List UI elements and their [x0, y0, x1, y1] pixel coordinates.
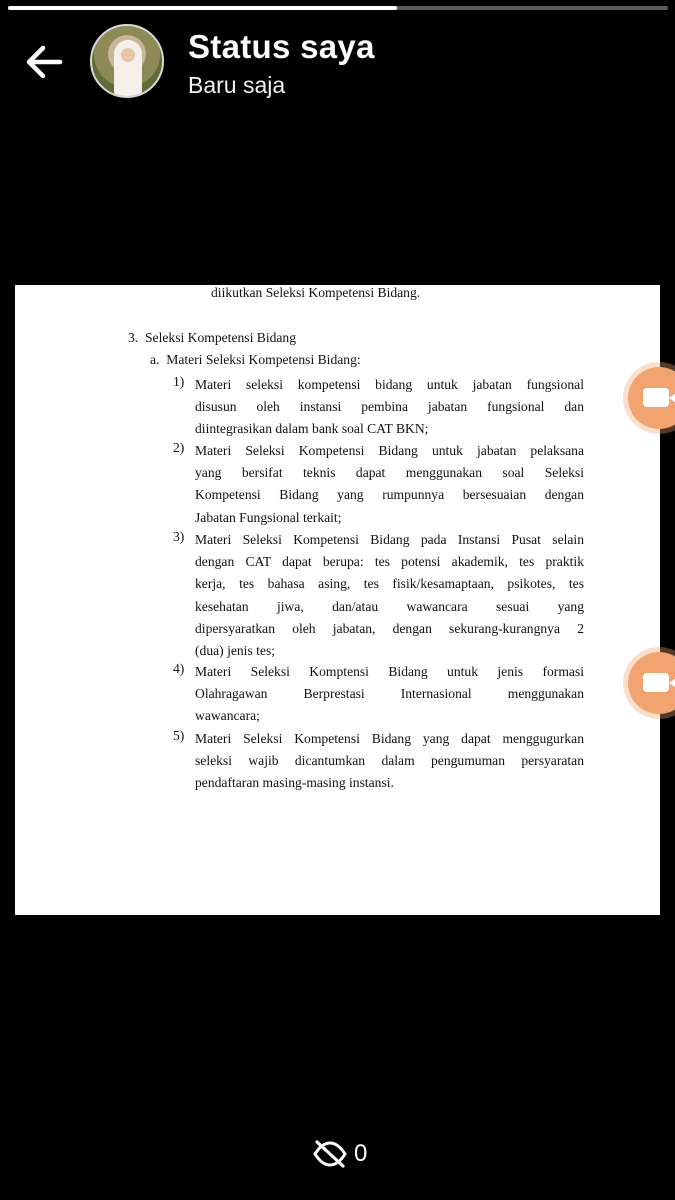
list-item-number: 2): [173, 440, 185, 455]
list-item-line: kesehatan jiwa, dan/atau wawancara sesuai yang: [195, 598, 584, 614]
list-item-text: [195, 440, 584, 529]
document-heading-a: a. Materi Seleksi Kompetensi Bidang:: [150, 352, 361, 367]
list-item-number: 3): [173, 529, 185, 544]
back-button[interactable]: [22, 40, 66, 84]
document-heading-3: 3. Seleksi Kompetensi Bidang: [128, 330, 297, 345]
list-item-line: Jabatan Fungsional terkait;: [195, 509, 342, 525]
list-item-line: Materi Seleksi Komptensi Bidang untuk jenis formasi: [195, 664, 584, 679]
status-time: Baru saja: [188, 72, 286, 98]
arrow-left-icon: [22, 40, 66, 84]
list-item-text: [195, 661, 584, 728]
list-item-line: wawancara;: [195, 708, 260, 724]
list-item-line: kerja, tes bahasa asing, tes fisik/kesamaptaan, psikotes, tes: [195, 576, 584, 592]
document-top-line: diikutkan Seleksi Kompetensi Bidang.: [211, 285, 421, 300]
list-item-line: Materi Seleksi Kompetensi Bidang pada Instansi Pusat selain: [195, 532, 584, 547]
list-item-number: 5): [173, 728, 185, 743]
list-item-text: [195, 374, 584, 441]
view-count-value: 0: [354, 1140, 368, 1167]
list-item-number: 4): [173, 661, 185, 676]
video-camera-icon: [643, 673, 669, 692]
video-camera-icon: [643, 388, 669, 407]
list-item-line: Olahragawan Berprestasi Internasional menggunakan: [195, 686, 584, 702]
avatar[interactable]: [90, 24, 164, 98]
status-title: Status saya: [188, 28, 375, 65]
list-item-line: Materi Seleksi Kompetensi Bidang untuk jabatan pelaksana: [195, 443, 584, 458]
list-item-line: dipersyaratkan oleh jabatan, dengan sekurang-kurangnya 2: [195, 620, 584, 636]
list-item-line: yang bersifat teknis dapat menggunakan soal Seleksi: [195, 465, 584, 481]
list-item-line: Materi seleksi kompetensi bidang untuk jabatan fungsional: [195, 377, 584, 392]
list-item-text: [195, 728, 584, 795]
list-item-line: (dua) jenis tes;: [195, 643, 276, 659]
list-item-line: Materi Seleksi Kompetensi Bidang yang dapat menggugurkan: [195, 731, 584, 746]
list-item-number: 1): [173, 374, 185, 389]
list-item-line: Kompetensi Bidang yang rumpunnya bersesuaian dengan: [195, 487, 584, 503]
list-item-line: seleksi wajib dicantumkan dalam pengumuman persyaratan: [195, 753, 584, 769]
status-progress-fill: [8, 6, 397, 10]
status-image-document: [15, 285, 660, 915]
list-item-line: dengan CAT dapat berupa: tes potensi akademik, tes praktik: [195, 554, 584, 570]
list-item-line: pendaftaran masing-masing instansi.: [195, 775, 394, 791]
view-count[interactable]: [312, 1136, 367, 1172]
list-item-line: disusun oleh instansi pembina jabatan fungsional dan: [195, 399, 584, 415]
status-progress-bar: [8, 6, 668, 10]
list-item-line: diintegrasikan dalam bank soal CAT BKN;: [195, 421, 429, 437]
list-item-text: [195, 529, 584, 662]
eye-off-icon: [312, 1139, 348, 1169]
